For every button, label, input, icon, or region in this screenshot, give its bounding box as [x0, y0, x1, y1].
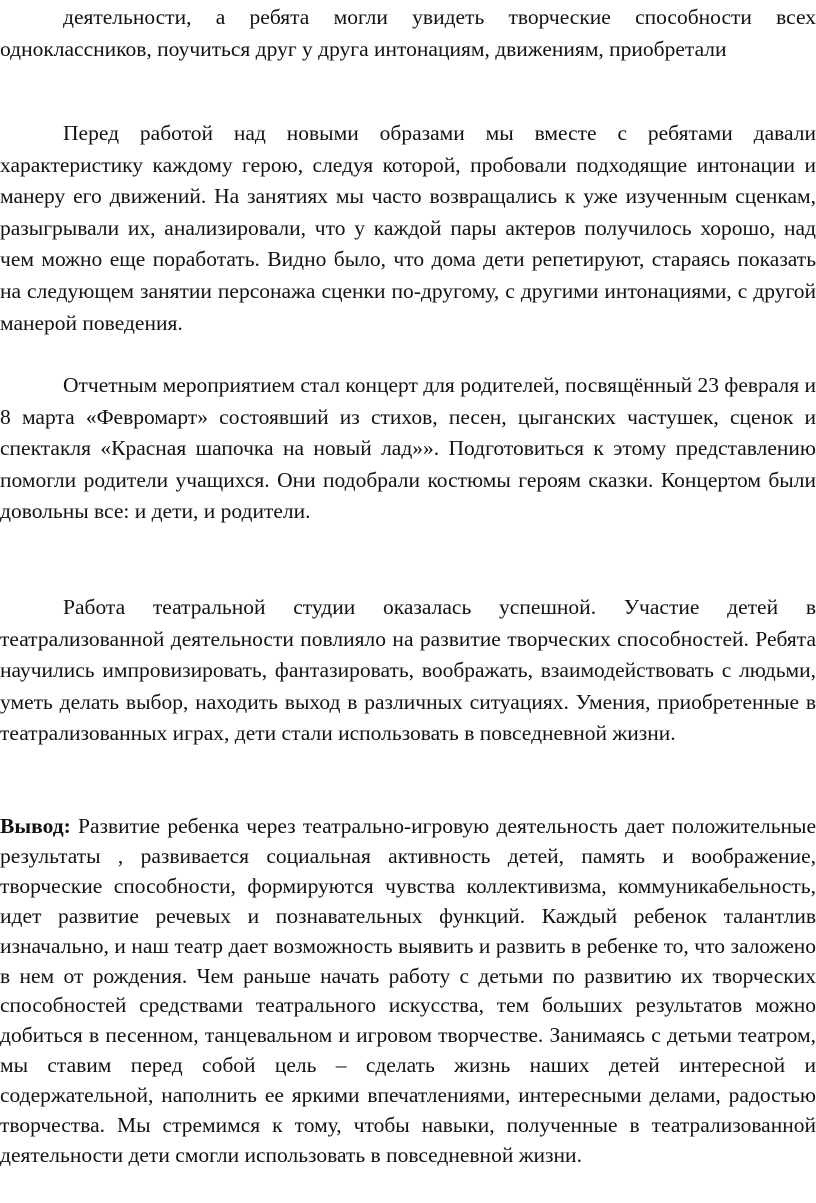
- paragraph-studio-results: Работа театральной студии оказалась успешной. Участие детей в театрализованной деятельности повлияло на развитие творческих способностей. Ребята научились импровизировать, фантазировать, воображать, взаимодействовать с людьми, уметь делать выбор, находить выход в различных ситуациях. Умения, приобретенные в театрализованных играх, дети стали использовать в повседневной жизни.: [0, 595, 816, 746]
- paragraph-characters-work: Перед работой над новыми образами мы вместе с ребятами давали характеристику каждому герою, следуя которой, пробовали подходящие интонации и манеру его движений. На занятиях мы часто возвращались к уже изученным сценкам, разыгрывали их, анализировали, что у каждой пары актеров получилось хорошо, над чем можно еще поработать. Видно было, что дома дети репетируют, стараясь показать на следующем занятии персонажа сценки по-другому, с другими интонациями, с другой манерой поведения.: [0, 121, 816, 335]
- conclusion-text: Развитие ребенка через театрально-игровую деятельность дает положительные результаты , развивается социальная активность детей, память и воображение, творческие способности, формируются чувства коллективизма, коммуникабельность, идет развитие речевых и познавательных функций. Каждый ребенок талантлив изначально, и наш театр дает возможность выявить и развить в ребенке то, что заложено в нем от рождения. Чем раньше начать работу с детьми по развитию их творческих способностей средствами театрального искусства, тем больших результатов можно добиться в песенном, танцевальном и игровом творчестве. Занимаясь с детьми театром, мы ставим перед собой цель – сделать жизнь наших детей интересной и содержательной, наполнить ее яркими впечатлениями, интересными делами, радостью творчества. Мы стремимся к тому, чтобы навыки, полученные в театрализованной деятельности дети смогли использовать в повседневной жизни.: [0, 814, 816, 1167]
- conclusion-label: Вывод:: [0, 814, 71, 838]
- paragraph-continuation: деятельности, а ребята могли увидеть творческие способности всех одноклассников, поучиться друг у друга интонациям, движениям, приобретали: [0, 5, 816, 61]
- paragraph-concert: Отчетным мероприятием стал концерт для родителей, посвящённый 23 февраля и 8 марта «Февромарт» состоявший из стихов, песен, цыганских частушек, сценок и спектакля «Красная шапочка на новый лад»». Подготовиться к этому представлению помогли родители учащихся. Они подобрали костюмы героям сказки. Концертом были довольны все: и дети, и родители.: [0, 373, 816, 524]
- paragraph-conclusion: [0, 812, 816, 1171]
